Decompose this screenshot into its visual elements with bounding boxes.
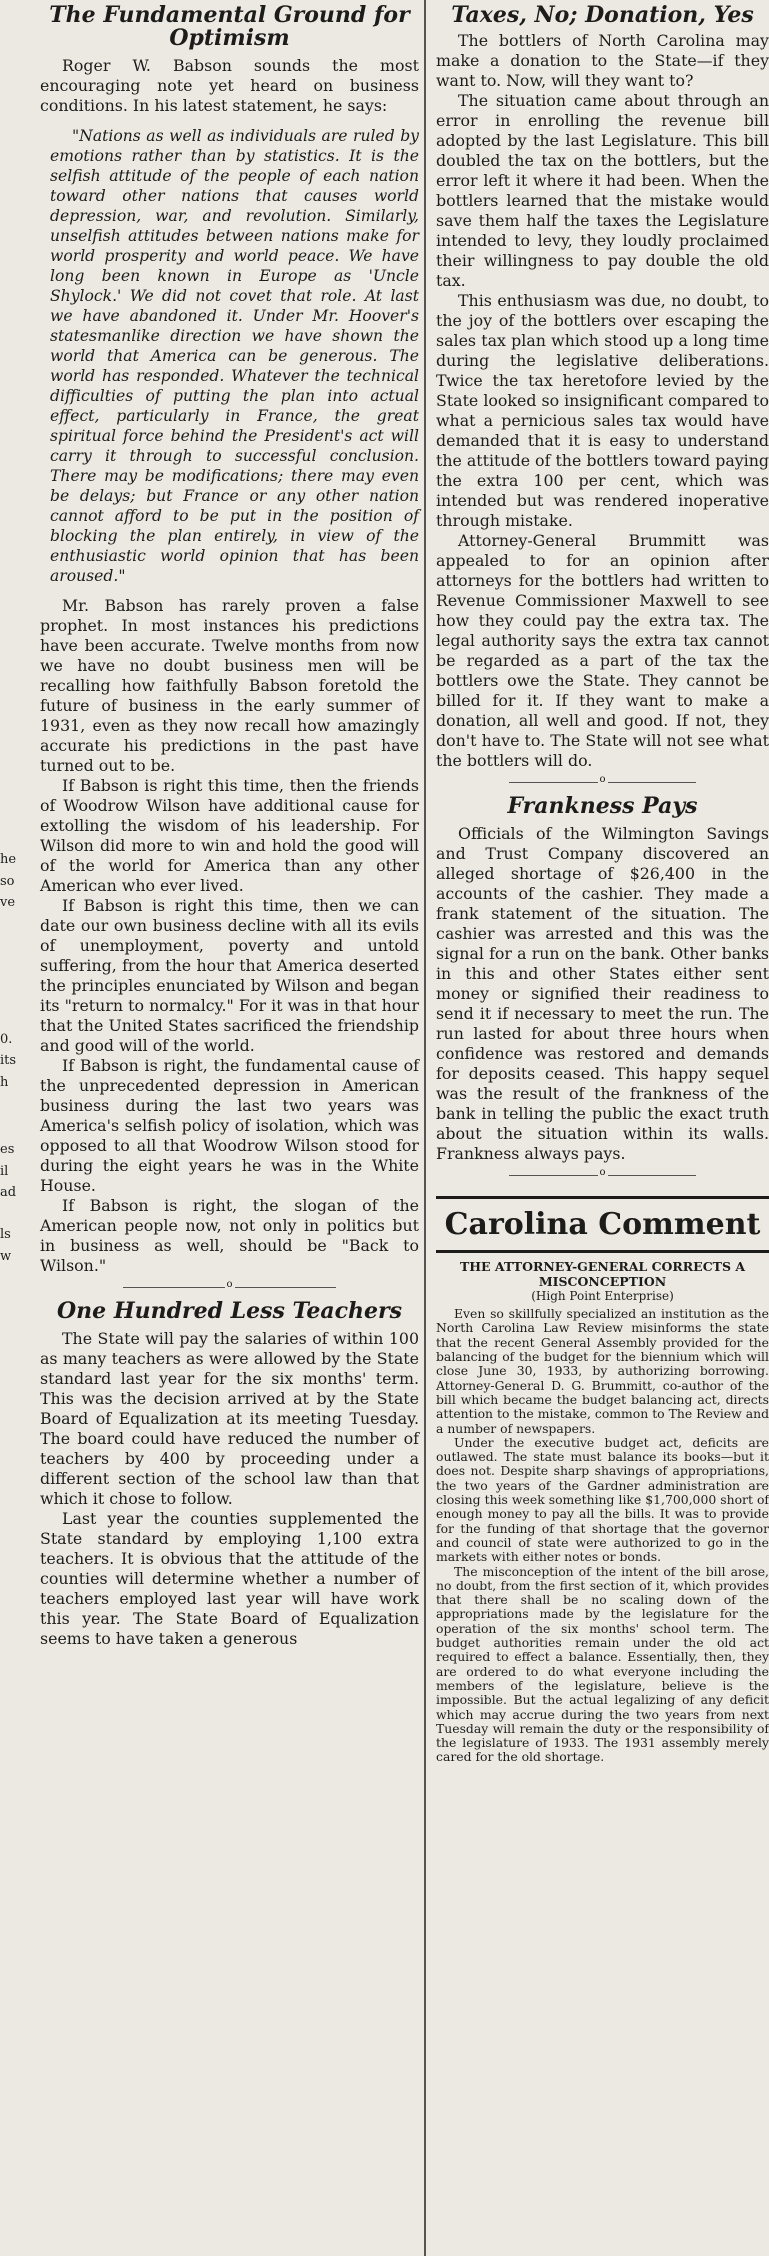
paragraph: If Babson is right, the fundamental cause of the unprecedented depression in American business during the last two years was America's selfish policy of isolation, which was opposed to all that Woodrow Wilson stood for during the eight years he was in the White House. — [40, 1056, 419, 1196]
section-divider — [436, 771, 769, 795]
fragment-text: he — [0, 852, 17, 867]
paragraph: Under the executive budget act, deficits are outlawed. The state must balance its books—but it does not. Despite sharp shavings of appropriations, the two years of the Gardner administration are closing this week something like $1,700,000 short of enough money to pay all the bills. It was to provide for the funding of that shortage that the governor and council of state were authorized to go in the markets with either notes or bonds. — [436, 1434, 769, 1565]
paragraph: The situation came about through an error in enrolling the revenue bill adopted by the last Legislature. This bill doubled the tax on the bottlers, but the error left it where it had been. When the bottlers learned that the mistake would save them half the taxes the Legislature intended to levy, they loudly proclaimed their willingness to pay double the old tax. — [436, 91, 769, 291]
fragment-text: its — [0, 1053, 17, 1068]
section-divider — [40, 1276, 419, 1300]
paragraph: Attorney-General Brummitt was appealed to for an opinion after attorneys for the bottlers had written to Revenue Commissioner Maxwell to see how they could pay the extra tax. The legal authority says the extra tax cannot be regarded as a part of the tax the bottlers owe the State. They cannot be billed for it. If they want to make a donation, all well and good. If not, they don't have to. The State will not see what the bottlers will do. — [436, 531, 769, 771]
fragment-text: w — [0, 1249, 12, 1264]
fragment-text: 0. — [0, 1032, 13, 1047]
paragraph: Roger W. Babson sounds the most encouraging note yet heard on business conditions. In his latest statement, he says: — [40, 56, 419, 116]
sub-headline: THE ATTORNEY-GENERAL CORRECTS A MISCONCEPTION — [459, 1259, 746, 1290]
paragraph: The misconception of the intent of the bill arose, no doubt, from the first section of it, which provides that there shall be no scaling down of the appropriations made by the legislature for the operation of the six months' school term. The budget authorities remain under the old act required to effect a balance. Essentially, then, they are ordered to do what everyone including the members of the legislature, believe is the impossible. But the actual legalizing of any deficit which may accrue during the two years from next Tuesday will remain the duty or the responsibility of the legislature of 1933. The 1931 assembly merely cared for the old shortage. — [436, 1563, 769, 1765]
paragraph: The State will pay the salaries of within 100 as many teachers as were allowed by the State standard last year for the six months' term. This was the decision arrived at by the State Board of Equalization at its meeting Tuesday. The board could have reduced the number of teachers by 400 by proceeding under a different section of the school law than that which it chose to follow. — [40, 1329, 419, 1509]
editorial-headline: Frankness Pays — [507, 793, 698, 820]
fragment-text: es — [0, 1142, 15, 1157]
editorial-headline: The Fundamental Ground for Optimism — [49, 2, 410, 52]
left-column-fragments — [0, 0, 28, 2256]
paragraph: If Babson is right this time, then the friends of Woodrow Wilson have additional cause for extolling the wisdom of his leadership. For Wilson did more to win and hold the good will of the world for America than any other American who ever lived. — [40, 776, 419, 896]
paragraph: Mr. Babson has rarely proven a false prophet. In most instances his predictions have been accurate. Twelve months from now we have no doubt business men will be recalling how faithfully Babson foretold the future of business in the early summer of 1931, even as they now recall how amazingly accurate his predictions in the past have turned out to be. — [40, 596, 419, 776]
fragment-text: h — [0, 1075, 9, 1090]
block-quote: "Nations as well as individuals are ruled by emotions rather than by statistics. It is the selfish attitude of the people of each nation toward other nations that causes world depression, war, and revolution. Similarly, unselfish attitudes between nations make for world prosperity and world peace. We have long been known in Europe as 'Uncle Shylock.' We did not covet that role. At last we have abandoned it. Under Mr. Hoover's statesmanlike direction we have shown the world that America can be generous. The world has responded. Whatever the technical difficulties of putting the plan into actual effect, particularly in France, the great spiritual force behind the President's act will carry it through to successful conclusion. There may be modifications; there may even be delays; but France or any other nation cannot afford to be put in the position of blocking the plan entirely, in view of the enthusiastic world opinion that has been aroused." — [50, 127, 419, 586]
paragraph: Even so skillfully specialized an institution as the North Carolina Law Review misinforms the state that the recent General Assembly provided for the balancing of the budget for the biennium which will close June 30, 1933, by authorizing borrowing. Attorney-General D. G. Brummitt, co-author of the bill which became the budget balancing act, directs attention to the mistake, common to The Review and a number of newspapers. — [436, 1306, 769, 1436]
editorial-headline: Taxes, No; Donation, Yes — [451, 2, 754, 28]
paragraph: Officials of the Wilmington Savings and Trust Company discovered an alleged shortage of $26,400 in the accounts of the cashier. They made a frank statement of the situation. The cashier was arrested and this was the signal for a run on the bank. Other banks in this and other States either sent money or signified their readiness to send it if necessary to meet the run. The run lasted for about three hours when confidence was restored and demands for deposits ceased. This happy sequel was the result of the frankness of the bank in telling the public the exact truth about the situation within its walls. Frankness always pays. — [436, 824, 769, 1164]
section-masthead: Carolina Comment — [436, 1196, 769, 1253]
paragraph: Last year the counties supplemented the State standard by employing 1,100 extra teachers. It is obvious that the attitude of the counties will determine whether a number of teachers employed last year will have work this year. The State Board of Equalization seems to have taken a generous — [40, 1509, 419, 1649]
right-column — [430, 0, 769, 2256]
fragment-text: ve — [0, 895, 16, 910]
fragment-text: ls — [0, 1227, 11, 1242]
section-divider — [436, 1164, 769, 1188]
middle-column — [28, 0, 423, 2256]
fragment-text: ad — [0, 1185, 17, 1200]
column-rule — [424, 0, 426, 2256]
fragment-text: so — [0, 874, 15, 889]
source-credit: (High Point Enterprise) — [531, 1289, 674, 1304]
paragraph: This enthusiasm was due, no doubt, to the joy of the bottlers over escaping the sales tax plan which stood up a long time during the legislative deliberations. Twice the tax heretofore levied by the State looked so insignificant compared to what a pernicious sales tax would have demanded that it is easy to understand the attitude of the bottlers toward paying the extra 100 per cent, which was intended but was rendered inoperative through mistake. — [436, 291, 769, 531]
editorial-headline: One Hundred Less Teachers — [57, 1298, 402, 1325]
paragraph: If Babson is right, the slogan of the American people now, not only in politics but in business as well, should be "Back to Wilson." — [40, 1196, 419, 1276]
paragraph: The bottlers of North Carolina may make a donation to the State—if they want to. Now, will they want to? — [436, 31, 769, 91]
fragment-text: il — [0, 1164, 9, 1179]
paragraph: If Babson is right this time, then we can date our own business decline with all its evils of unemployment, poverty and untold suffering, from the hour that America deserted the principles enunciated by Wilson and began its "return to normalcy." For it was in that hour that the United States sacrificed the friendship and good will of the world. — [40, 896, 419, 1056]
